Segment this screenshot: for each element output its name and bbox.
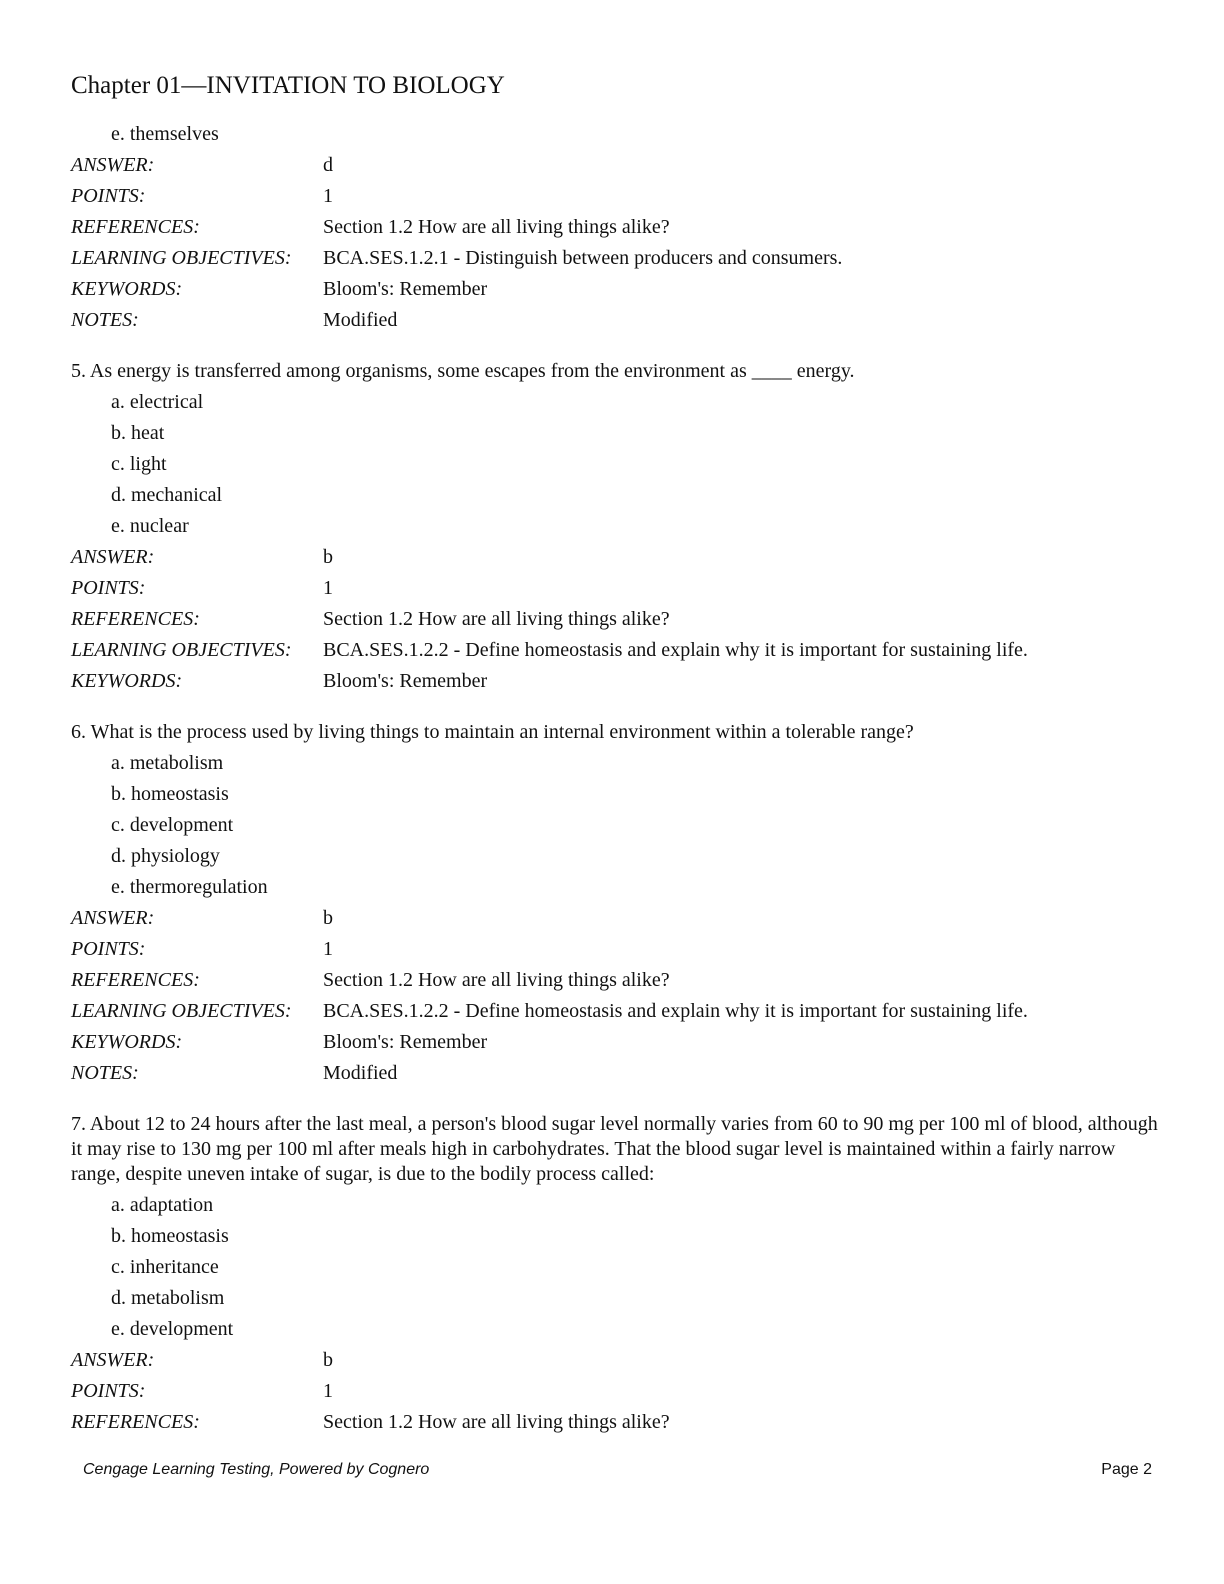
page-title: Chapter 01—INVITATION TO BIOLOGY [71, 72, 505, 99]
page-number: Page 2 [1101, 1461, 1152, 1478]
meta-value: b [323, 907, 333, 929]
answer-choice: e. themselves [111, 123, 219, 145]
meta-label: LEARNING OBJECTIVES: [71, 247, 292, 269]
meta-row-references [71, 604, 1161, 635]
meta-value: BCA.SES.1.2.1 - Distinguish between producers and consumers. [323, 247, 843, 269]
answer-choice: b. homeostasis [111, 783, 229, 805]
question-5 [71, 359, 1161, 697]
meta-row-answer [71, 150, 1161, 181]
meta-row-references [71, 212, 1161, 243]
meta-label: LEARNING OBJECTIVES: [71, 639, 292, 661]
meta-value: 1 [323, 1380, 333, 1402]
question-6 [71, 720, 1161, 1089]
question-text: 6. What is the process used by living things to maintain an internal environment within a tolerable range? [71, 721, 914, 743]
meta-row-references [71, 965, 1161, 996]
meta-row-keywords [71, 274, 1161, 305]
meta-label: REFERENCES: [71, 608, 200, 630]
meta-row-learning-objectives [71, 996, 1161, 1027]
meta-label: POINTS: [71, 185, 146, 207]
answer-choice: d. mechanical [111, 484, 223, 506]
meta-value: b [323, 546, 333, 568]
meta-label: ANSWER: [71, 154, 155, 176]
answer-choice: a. electrical [111, 391, 204, 413]
meta-row-learning-objectives [71, 243, 1161, 274]
answer-choice: e. development [111, 1318, 234, 1340]
answer-choice: e. nuclear [111, 515, 189, 537]
meta-value: 1 [323, 577, 333, 599]
meta-value: Bloom's: Remember [323, 1031, 488, 1053]
meta-label: POINTS: [71, 938, 146, 960]
answer-choice: d. metabolism [111, 1287, 225, 1309]
answer-choice: b. heat [111, 422, 165, 444]
answer-choice: a. metabolism [111, 752, 224, 774]
meta-value: Bloom's: Remember [323, 670, 488, 692]
meta-value: b [323, 1349, 333, 1371]
meta-row-notes [71, 305, 1161, 336]
meta-row-points [71, 934, 1161, 965]
meta-value: Section 1.2 How are all living things alike? [323, 969, 670, 991]
meta-row-notes [71, 1058, 1161, 1089]
answer-choice: c. light [111, 453, 167, 475]
meta-label: NOTES: [71, 309, 139, 331]
meta-row-references [71, 1407, 1161, 1438]
meta-label: POINTS: [71, 1380, 146, 1402]
meta-row-keywords [71, 1027, 1161, 1058]
meta-value: Modified [323, 309, 398, 331]
answer-choice: d. physiology [111, 845, 220, 867]
answer-choice: a. adaptation [111, 1194, 214, 1216]
meta-label: KEYWORDS: [71, 278, 183, 300]
meta-label: REFERENCES: [71, 1411, 200, 1433]
meta-row-points [71, 1376, 1161, 1407]
document-body [71, 119, 1161, 1438]
question-text: 7. About 12 to 24 hours after the last meal, a person's blood sugar level normally varies from 60 to 90 mg per 100 ml of blood, although it may rise to 130 mg per 100 ml after meals high in carbohydrates. That the blood sugar level is maintained within a fairly narrow range, despite uneven intake of sugar, is due to the bodily process called: [71, 1113, 1158, 1185]
meta-label: REFERENCES: [71, 969, 200, 991]
meta-label: ANSWER: [71, 1349, 155, 1371]
meta-row-keywords [71, 666, 1161, 697]
meta-value: Modified [323, 1062, 398, 1084]
meta-value: Section 1.2 How are all living things alike? [323, 1411, 670, 1433]
question-text: 5. As energy is transferred among organisms, some escapes from the environment as ____ energy. [71, 360, 855, 382]
meta-value: d [323, 154, 333, 176]
meta-row-points [71, 181, 1161, 212]
answer-choice: b. homeostasis [111, 1225, 229, 1247]
meta-label: KEYWORDS: [71, 1031, 183, 1053]
answer-choice: e. thermoregulation [111, 876, 268, 898]
meta-label: KEYWORDS: [71, 670, 183, 692]
meta-row-answer [71, 1345, 1161, 1376]
meta-label: POINTS: [71, 577, 146, 599]
meta-value: BCA.SES.1.2.2 - Define homeostasis and explain why it is important for sustaining life. [323, 1000, 1028, 1022]
meta-row-answer [71, 542, 1161, 573]
footer-credit: Cengage Learning Testing, Powered by Cognero [83, 1461, 430, 1478]
meta-label: ANSWER: [71, 907, 155, 929]
meta-value: 1 [323, 938, 333, 960]
meta-row-points [71, 573, 1161, 604]
meta-row-learning-objectives [71, 635, 1161, 666]
meta-value: 1 [323, 185, 333, 207]
meta-label: NOTES: [71, 1062, 139, 1084]
answer-choice: c. development [111, 814, 234, 836]
meta-label: LEARNING OBJECTIVES: [71, 1000, 292, 1022]
meta-label: REFERENCES: [71, 216, 200, 238]
answer-choice: c. inheritance [111, 1256, 219, 1278]
question-7 [71, 1112, 1161, 1438]
meta-value: BCA.SES.1.2.2 - Define homeostasis and explain why it is important for sustaining life. [323, 639, 1028, 661]
meta-label: ANSWER: [71, 546, 155, 568]
meta-value: Section 1.2 How are all living things alike? [323, 216, 670, 238]
meta-value: Section 1.2 How are all living things alike? [323, 608, 670, 630]
question-carryover [71, 119, 1161, 336]
meta-value: Bloom's: Remember [323, 278, 488, 300]
meta-row-answer [71, 903, 1161, 934]
